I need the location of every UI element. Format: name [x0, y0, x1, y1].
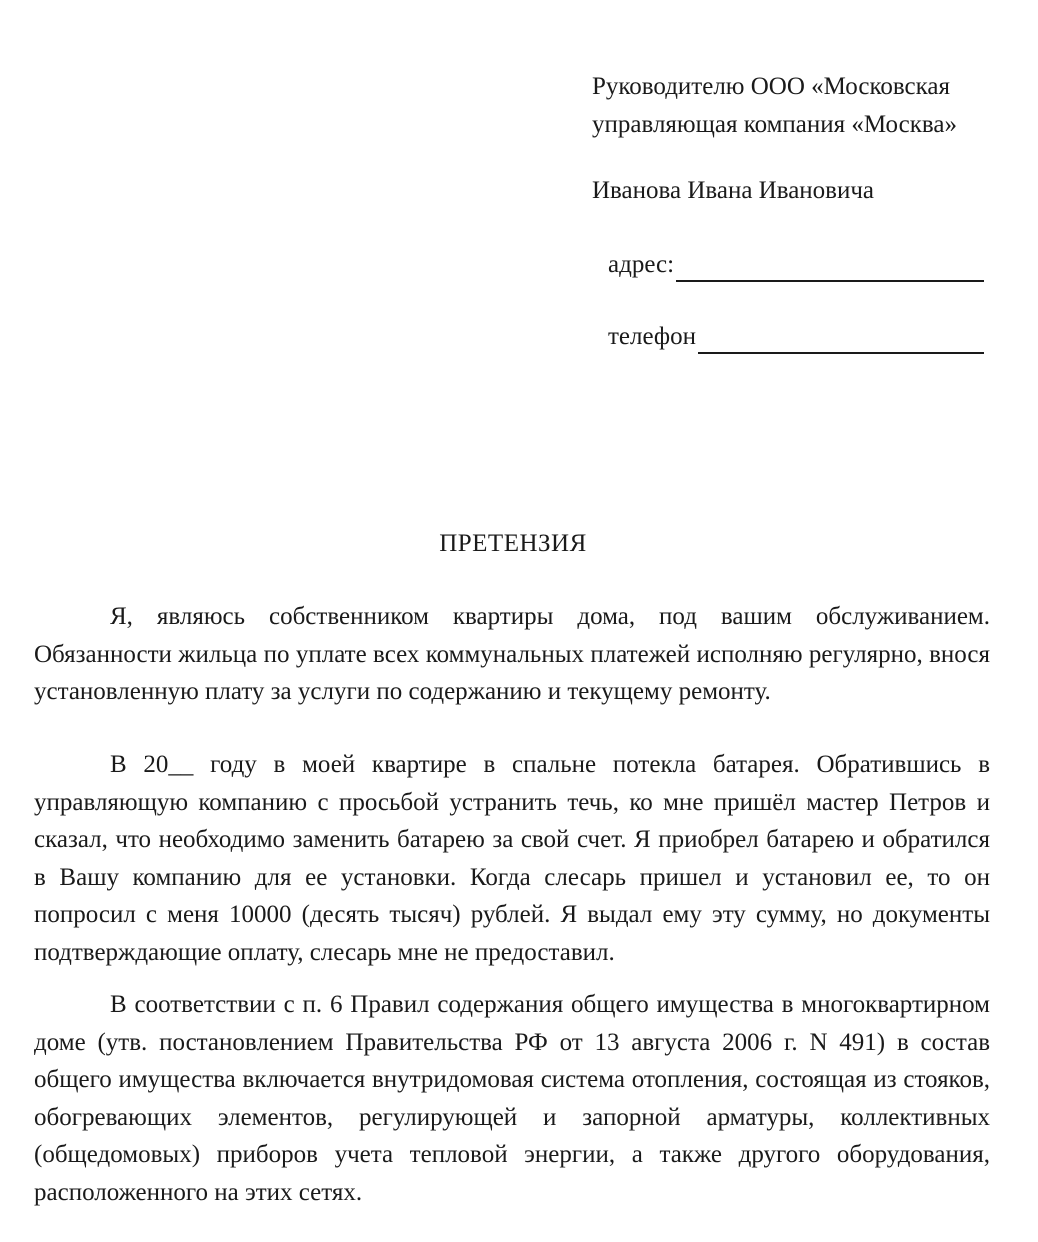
- address-blank-line: [676, 256, 984, 282]
- addressee-block: [592, 68, 1012, 144]
- document-title: ПРЕТЕНЗИЯ: [439, 530, 587, 557]
- phone-field: [608, 320, 984, 354]
- paragraph-1: [34, 598, 990, 711]
- paragraph-2: [34, 746, 990, 971]
- addressee-line-1: Руководителю ООО «Московская: [592, 73, 950, 100]
- phone-blank-line: [698, 328, 984, 354]
- paragraph-text: В соответствии с п. 6 Правил содержания общего имущества в многоквартирном доме (утв. постановлением Правительства РФ от 13 августа 2006 г. N 491) в состав общего имущества включается внутридомовая система отопления, состоящая из стояков, обогревающих элементов, регулирующей и запорной арматуры, коллективных (общедомовых) приборов учета тепловой энергии, а также другого оборудования, расположенного на этих сетях.: [34, 991, 990, 1206]
- paragraph-text: В 20__ году в моей квартире в спальне потекла батарея. Обратившись в управляющую компанию с просьбой устранить течь, ко мне пришёл мастер Петров и сказал, что необходимо заменить батарею за свой счет. Я приобрел батарею и обратился в Вашу компанию для ее установки. Когда слесарь пришел и установил ее, то он попросил с меня 10000 (десять тысяч) рублей. Я выдал ему эту сумму, но документы подтверждающие оплату, слесарь мне не предоставил.: [34, 751, 990, 966]
- address-label: адрес:: [608, 251, 675, 278]
- address-field: [608, 248, 984, 282]
- paragraph-3: [34, 986, 990, 1211]
- paragraph-text: Я, являюсь собственником квартиры дома, под вашим обслуживанием. Обязанности жильца по уплате всех коммунальных платежей исполняю регулярно, внося установленную плату за услуги по содержанию и текущему ремонту.: [34, 603, 990, 705]
- addressee-line-2: управляющая компания «Москва»: [592, 111, 957, 138]
- phone-label: телефон: [608, 323, 696, 350]
- sender-name: Иванова Ивана Ивановича: [592, 177, 875, 204]
